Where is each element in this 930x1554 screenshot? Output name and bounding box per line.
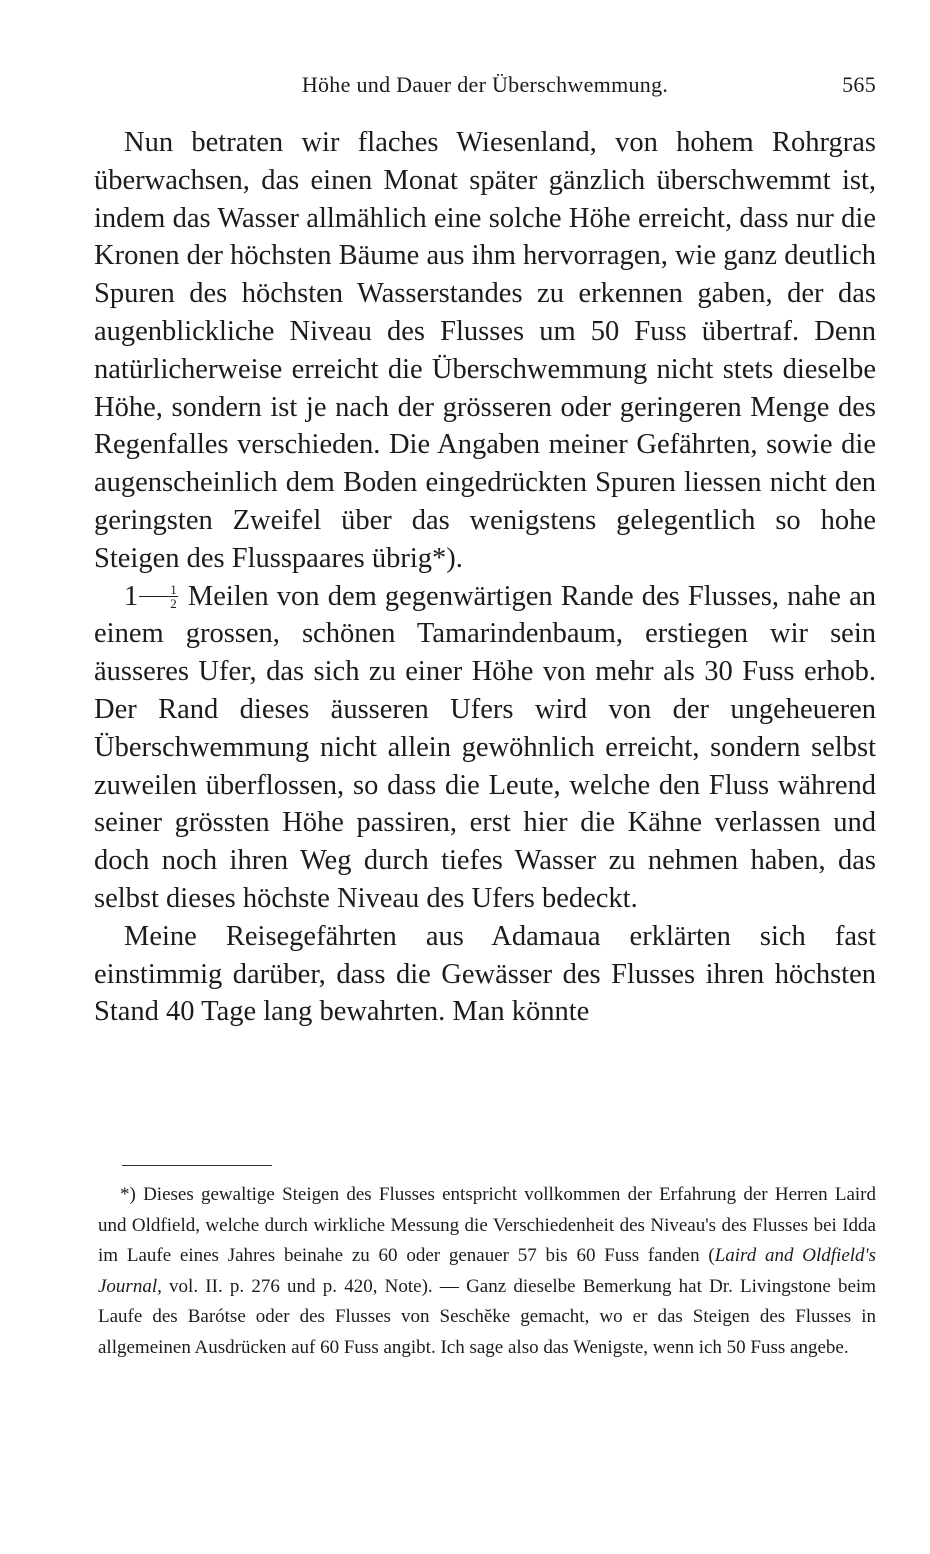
main-text bbox=[94, 124, 876, 1031]
paragraph bbox=[94, 918, 876, 1031]
fraction-numerator: 1 bbox=[139, 583, 178, 597]
mixed-number-whole: 1 bbox=[124, 580, 139, 612]
paragraph-text: Meilen von dem gegenwärtigen Rande des Flusses, nahe an einem grossen, schönen Tamarindenbaum, erstiegen wir sein äusseres Ufer, das sich zu einer Höhe von mehr als 30 Fuss erhob. Der Rand dieses äusseren Ufers wird von der ungeheueren Überschwemmung nicht allein gewöhnlich erreicht, sondern selbst zuweilen überflossen, so dass die Leute, welche den Fluss während seiner grössten Höhe passiren, erst hier die Kähne verlassen und doch noch ihren Weg durch tiefes Wasser zu nehmen haben, das selbst dieses höchste Niveau des Ufers bedeckt. bbox=[94, 580, 876, 914]
fraction-denominator: 2 bbox=[170, 595, 177, 611]
paragraph-text: Nun betraten wir flaches Wiesenland, von hohem Rohrgras überwachsen, das einen Monat später gänzlich überschwemmt ist, indem das Wasser allmählich eine solche Höhe erreicht, dass nur die Kronen der höchsten Bäume aus ihm hervorragen, wie ganz deutlich Spuren des höchsten Wasserstandes zu erkennen gaben, der das augenblickliche Niveau des Flusses um 50 Fuss übertraf. Denn natürlicherweise erreicht die Überschwemmung nicht stets dieselbe Höhe, sondern ist je nach der grösseren oder geringeren Menge des Regenfalles verschieden. Die Angaben meiner Gefährten, sowie die augenscheinlich dem Boden eingedrückten Spuren liessen nicht den geringsten Zweifel über das wenigstens gelegentlich so hohe Steigen des Flusspaares übrig*). bbox=[94, 127, 876, 574]
footnote-citation: Laird and Oldfield's Journal, bbox=[98, 1245, 876, 1297]
footnote-paragraph bbox=[98, 1180, 876, 1363]
fraction bbox=[139, 583, 178, 610]
running-header bbox=[94, 72, 876, 102]
footnote-text-continued: vol. II. p. 276 und p. 420, Note). — Ganz dieselbe Bemerkung hat Dr. Livingstone beim Laufe des Barótse oder des Flusses von Seschĕke gemacht, wo er das Steigen des Flusses in allgemeinen Ausdrücken auf 60 Fuss angibt. Ich sage also das Wenigste, wenn ich 50 Fuss angebe. bbox=[98, 1275, 876, 1358]
paragraph bbox=[94, 578, 876, 918]
paragraph bbox=[94, 124, 876, 578]
page-number: 565 bbox=[842, 72, 876, 97]
running-title: Höhe und Dauer der Überschwemmung. bbox=[301, 72, 669, 97]
footnote-text: *) Dieses gewaltige Steigen des Flusses entspricht vollkommen der Erfahrung der Herren Laird und Oldfield, welche durch wirkliche Messung die Verschiedenheit des Niveau's des Flusses bei Idda im Laufe eines Jahres beinahe zu 60 oder genauer 57 bis 60 Fuss fanden ( bbox=[98, 1184, 876, 1266]
footnote bbox=[98, 1180, 876, 1363]
paragraph-text: Meine Reisegefährten aus Adamaua erklärten sich fast einstimmig darüber, dass die Gewässer des Flusses ihren höchsten Stand 40 Tage lang bewahrten. Man könnte bbox=[94, 920, 876, 1028]
footnote-divider bbox=[122, 1165, 272, 1166]
